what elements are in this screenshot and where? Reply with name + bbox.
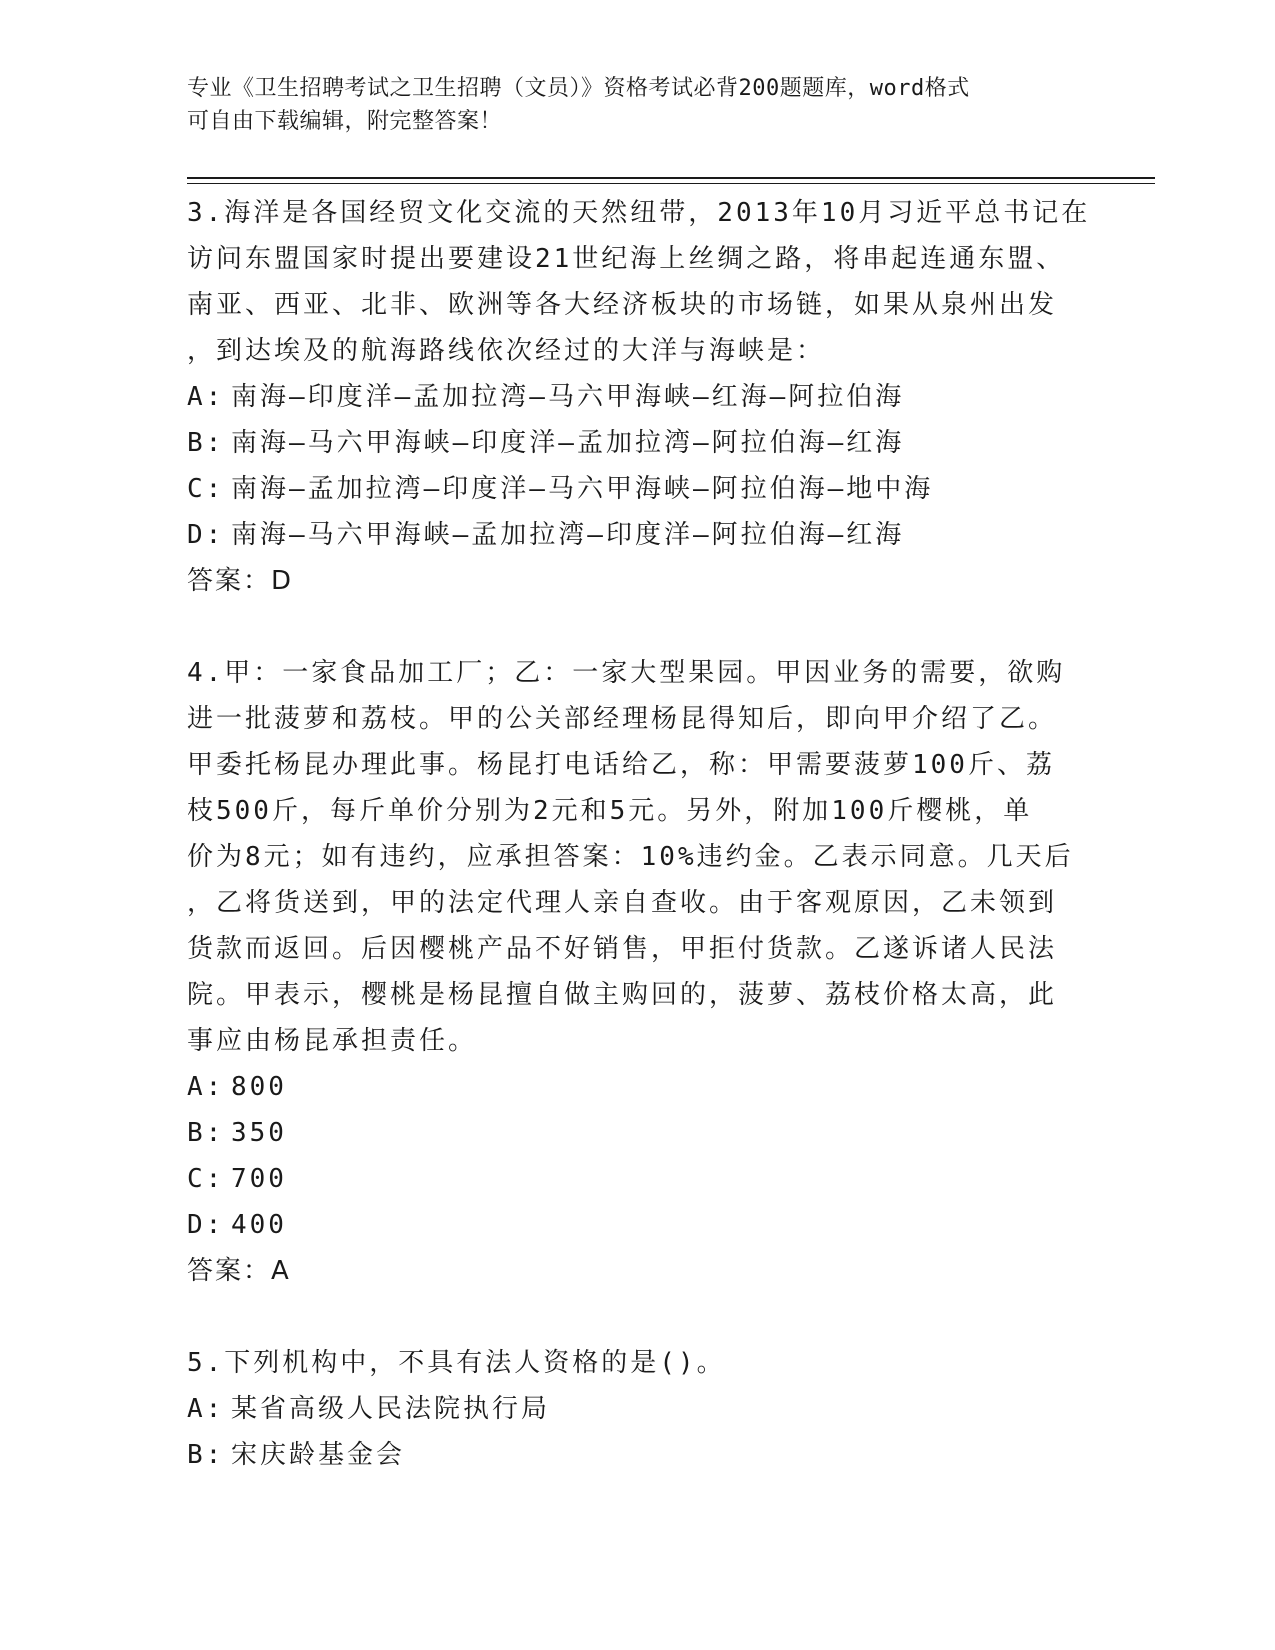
question-text-line: 4.甲：一家食品加工厂；乙：一家大型果园。甲因业务的需要，欲购 [187,658,1066,688]
question-text-line: 甲委托杨昆办理此事。杨昆打电话给乙，称：甲需要菠萝100斤、荔 [187,750,1055,780]
option-text: 800 [231,1072,287,1102]
option-c [187,1156,1087,1202]
option-key: D: [187,520,225,550]
header-line-2: 可自由下载编辑，附完整答案！ [187,109,503,134]
option-text: 700 [231,1164,287,1194]
option-d [187,512,1087,558]
option-a [187,1064,1087,1110]
question-4 [187,650,1087,1294]
option-a [187,1386,1087,1432]
option-text: 南海—印度洋—孟加拉湾—马六甲海峡—红海—阿拉伯海 [231,382,905,412]
option-key: B: [187,1118,225,1148]
answer-label: 答案：A [187,1256,291,1286]
question-text-line: 5.下列机构中，不具有法人资格的是()。 [187,1348,726,1378]
header-rule-thick [187,177,1155,179]
option-text: 350 [231,1118,287,1148]
option-key: C: [187,474,225,504]
option-key: B: [187,428,225,458]
option-key: C: [187,1164,225,1194]
document-header [187,72,1087,138]
option-text: 400 [231,1210,287,1240]
option-d [187,1202,1087,1248]
option-b [187,1432,1087,1478]
question-list [187,190,1091,1478]
option-b [187,1110,1087,1156]
option-text: 南海—马六甲海峡—印度洋—孟加拉湾—阿拉伯海—红海 [231,428,905,458]
option-b [187,420,1087,466]
question-3 [187,190,1091,604]
option-key: B: [187,1440,225,1470]
option-text: 某省高级人民法院执行局 [231,1394,551,1424]
header-rule-thin [187,183,1155,184]
question-text-line: 事应由杨昆承担责任。 [187,1026,478,1056]
option-text: 南海—马六甲海峡—孟加拉湾—印度洋—阿拉伯海—红海 [231,520,905,550]
question-text-line: 货款而返回。后因樱桃产品不好销售，甲拒付货款。乙遂诉诸人民法 [187,934,1058,964]
question-text-line: 价为8元；如有违约，应承担答案：10%违约金。乙表示同意。几天后 [187,842,1074,872]
question-spacer [187,604,1087,650]
option-text: 南海—孟加拉湾—印度洋—马六甲海峡—阿拉伯海—地中海 [231,474,934,504]
option-text: 宋庆龄基金会 [231,1440,406,1470]
option-key: A: [187,382,225,412]
question-spacer [187,1294,1087,1340]
option-c [187,466,1087,512]
question-text-line: 枝500斤，每斤单价分别为2元和5元。另外，附加100斤樱桃，单 [187,796,1033,826]
option-a [187,374,1087,420]
answer-label: 答案：D [187,566,294,596]
question-text-line: 南亚、西亚、北非、欧洲等各大经济板块的市场链，如果从泉州出发 [187,290,1058,320]
question-text-line: ，乙将货送到，甲的法定代理人亲自查收。由于客观原因，乙未领到 [187,888,1058,918]
option-key: A: [187,1394,225,1424]
question-text-line: 进一批菠萝和荔枝。甲的公关部经理杨昆得知后，即向甲介绍了乙。 [187,704,1058,734]
question-text-line: 3.海洋是各国经贸文化交流的天然纽带，2013年10月习近平总书记在 [187,198,1091,228]
question-text-line: 访问东盟国家时提出要建设21世纪海上丝绸之路，将串起连通东盟、 [187,244,1066,274]
question-text-line: ，到达埃及的航海路线依次经过的大洋与海峡是： [187,336,826,366]
question-5 [187,1340,1087,1478]
option-key: D: [187,1210,225,1240]
option-key: A: [187,1072,225,1102]
question-text-line: 院。甲表示，樱桃是杨昆擅自做主购回的，菠萝、荔枝价格太高，此 [187,980,1058,1010]
header-line-1: 专业《卫生招聘考试之卫生招聘（文员）》资格考试必背200题题库，word格式 [187,76,970,101]
